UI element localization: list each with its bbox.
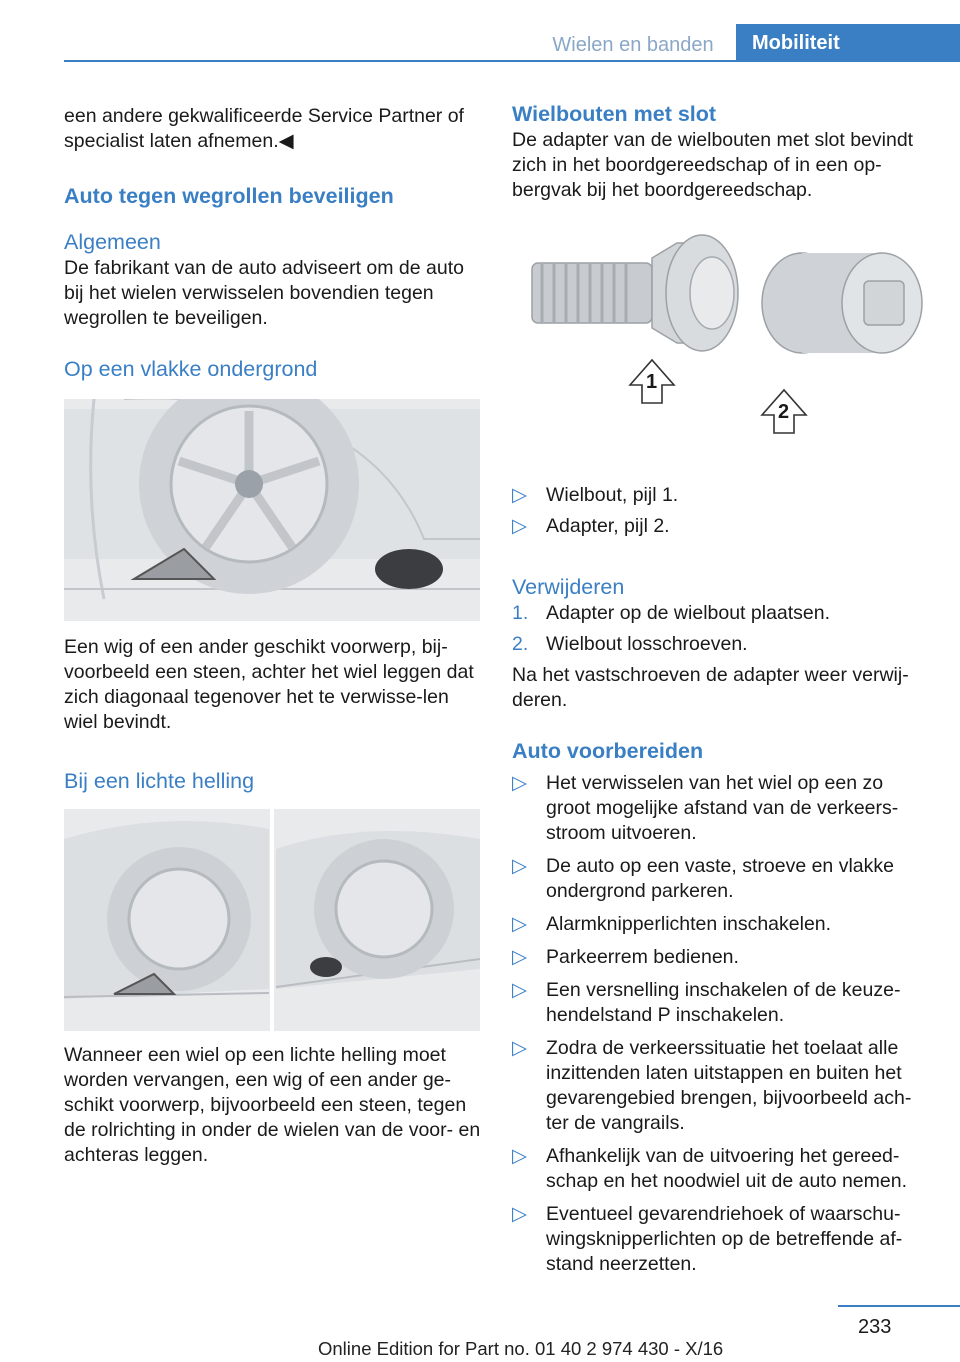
arrow-label-2: 2 xyxy=(778,401,790,423)
triangle-bullet-icon: ▷ xyxy=(512,946,527,968)
triangle-bullet-icon: ▷ xyxy=(512,1145,527,1167)
heading-prepare-car: Auto voorbereiden xyxy=(512,739,704,763)
general-text: De fabrikant van de auto adviseert om de auto bij het wielen verwisselen bovendien tegen wegrollen te beveiligen. xyxy=(64,257,464,329)
list-item: ▷ De auto op een vaste, stroeve en vlakke ondergrond parkeren. xyxy=(512,855,894,902)
list-item: ▷ Zodra de verkeerssituatie het toelaat alle inzittenden laten uitstappen en buiten het gevarengebied brengen, bijvoorbeeld ach-ter de vangrails. xyxy=(512,1037,912,1134)
list-item: 2. Wielbout losschroeven. xyxy=(512,633,748,655)
left-column xyxy=(64,100,484,1168)
list-item: ▷ Het verwisselen van het wiel op een zo groot mogelijke afstand van de verkeers-stroom uitvoeren. xyxy=(512,772,899,844)
triangle-bullet-icon: ▷ xyxy=(512,484,527,506)
flat-ground-text: Een wig of een ander geschikt voorwerp, bij-voorbeeld een steen, achter het wiel leggen dat zich diagonaal tegenover het te verwisse-len wiel bevindt. xyxy=(64,636,474,733)
footer-rule xyxy=(838,1305,960,1307)
subheading-slope: Bij een lichte helling xyxy=(64,769,255,793)
list-item: ▷ Parkeerrem bedienen. xyxy=(512,946,739,968)
locking-bolts-text: De adapter van de wielbouten met slot bevindt zich in het boordgereedschap of in een op-bergvak bij het boordgereedschap. xyxy=(512,129,914,201)
running-header-chapter: Mobiliteit xyxy=(736,24,960,62)
subheading-flat-ground: Op een vlakke ondergrond xyxy=(64,357,318,381)
subheading-remove: Verwijderen xyxy=(512,575,625,599)
arrow-label-1: 1 xyxy=(646,371,658,393)
triangle-bullet-icon: ▷ xyxy=(512,855,527,877)
triangle-bullet-icon: ▷ xyxy=(512,979,527,1001)
triangle-bullet-icon: ▷ xyxy=(512,515,527,537)
list-item: ▷ Afhankelijk van de uitvoering het gereed-schap en het noodwiel uit de auto nemen. xyxy=(512,1145,908,1192)
triangle-bullet-icon: ▷ xyxy=(512,1203,527,1225)
subheading-general: Algemeen xyxy=(64,230,161,254)
triangle-bullet-icon: ▷ xyxy=(512,772,527,794)
heading-locking-bolts: Wielbouten met slot xyxy=(512,102,717,126)
illustration-wheels-on-slope xyxy=(64,809,480,1031)
page-number: 233 xyxy=(858,1316,892,1338)
prepare-list xyxy=(512,771,932,1277)
edition-note: Online Edition for Part no. 01 40 2 974 430 - X/16 xyxy=(318,1338,724,1359)
running-header-section: Wielen en banden xyxy=(552,34,714,56)
lock-parts-list xyxy=(512,483,932,539)
list-item: 1. Adapter op de wielbout plaatsen. xyxy=(512,602,831,624)
triangle-bullet-icon: ▷ xyxy=(512,913,527,935)
heading-secure-car: Auto tegen wegrollen beveiligen xyxy=(64,184,394,208)
list-item: ▷ Wielbout, pijl 1. xyxy=(512,484,679,506)
header-rule xyxy=(64,60,960,62)
illustration-wheel-bolt-adapter xyxy=(512,233,932,453)
triangle-bullet-icon: ▷ xyxy=(512,1037,527,1059)
intro-text: een andere gekwalificeerde Service Partner of specialist laten afnemen.◀ xyxy=(64,105,464,152)
list-item: ▷ Adapter, pijl 2. xyxy=(512,515,670,537)
remove-steps-list xyxy=(512,601,932,657)
list-item: ▷ Een versnelling inschakelen of de keuze-hendelstand P inschakelen. xyxy=(512,979,901,1026)
list-item: ▷ Eventueel gevarendriehoek of waarschu-wingsknipperlichten op de betreffende af-stand neerzetten. xyxy=(512,1203,903,1275)
list-item: ▷ Alarmknipperlichten inschakelen. xyxy=(512,913,832,935)
illustration-wheel-flat-ground xyxy=(64,399,480,621)
right-column xyxy=(512,100,932,1277)
slope-text: Wanneer een wiel op een lichte helling moet worden vervangen, een wig of een ander ge-schikt voorwerp, bijvoorbeeld een steen, tegen de rolrichting in onder de wielen van de voor- en achteras leggen. xyxy=(64,1044,481,1166)
remove-after-text: Na het vastschroeven de adapter weer verwij-deren. xyxy=(512,664,909,711)
